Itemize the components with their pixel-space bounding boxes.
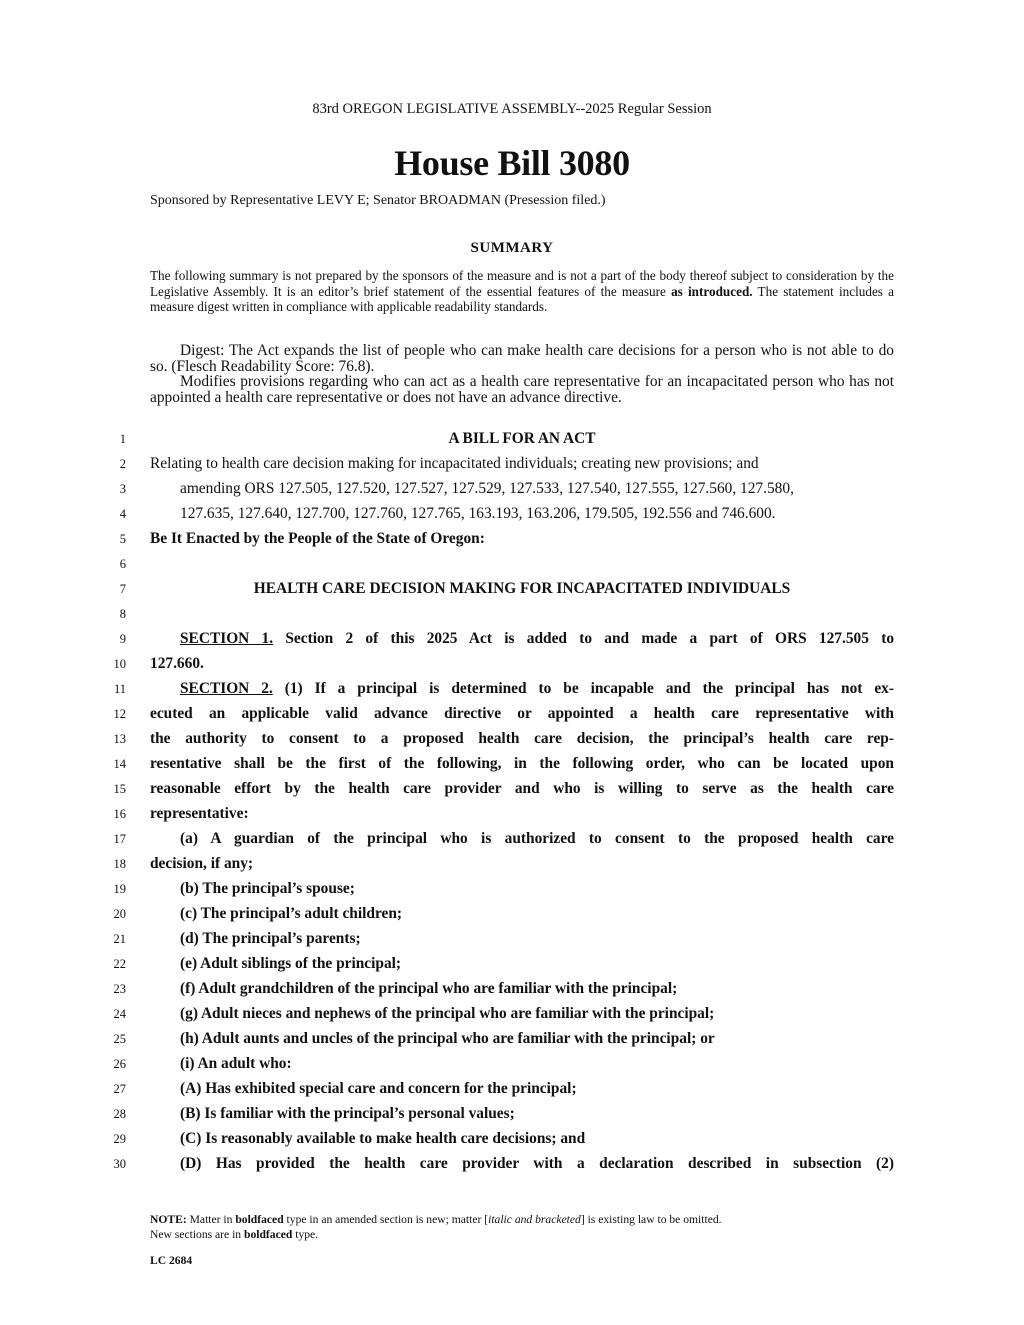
section-text: (D) Has provided the health care provider with a declaration described in subsection (2) xyxy=(180,1155,894,1172)
section-text: resentative shall be the first of the following, in the following order, who can be located upon xyxy=(150,755,894,772)
section-2: SECTION 2. (1) If a principal is determined to be incapable and the principal has not ex- xyxy=(180,680,895,697)
section-1: SECTION 1. Section 2 of this 2025 Act is added to and made a part of ORS 127.505 to xyxy=(180,630,895,647)
bill-line xyxy=(0,530,1024,555)
bill-line xyxy=(0,855,1024,880)
bill-line xyxy=(0,830,1024,855)
bill-line xyxy=(0,805,1024,830)
bill-title: House Bill 3080 xyxy=(394,143,630,183)
bill-line xyxy=(0,580,1024,605)
bill-line xyxy=(0,955,1024,980)
line-number: 25 xyxy=(113,1032,126,1046)
line-number: 13 xyxy=(113,732,126,746)
section-text: 127.660. xyxy=(150,655,204,672)
section-text: (d) The principal’s parents; xyxy=(180,930,361,947)
bill-line xyxy=(0,680,1024,705)
line-number: 10 xyxy=(113,657,126,671)
line-number: 22 xyxy=(113,957,126,971)
section-text: (e) Adult siblings of the principal; xyxy=(180,955,402,972)
summary-text: The following summary is not prepared by the sponsors of the measure and is not a part of the body thereof subject to consideration by the Legislative Assembly. It is an editor’s brief statement of the essential features of the measure as introduced. The statement includes a measure digest written in compliance with applicable readability standards. xyxy=(150,268,894,315)
line-number: 15 xyxy=(113,782,126,796)
line-number: 28 xyxy=(113,1107,126,1121)
section-text: (C) Is reasonably available to make health care decisions; and xyxy=(180,1130,586,1147)
section-text: ecuted an applicable valid advance directive or appointed a health care representative with xyxy=(150,705,894,722)
bill-line xyxy=(0,605,1024,630)
line-number: 16 xyxy=(113,807,126,821)
bill-line xyxy=(0,980,1024,1005)
bill-line xyxy=(0,1080,1024,1105)
line-number: 29 xyxy=(113,1132,126,1146)
line-number: 2 xyxy=(119,457,126,471)
line-number: 9 xyxy=(119,632,126,646)
line-number: 6 xyxy=(119,557,126,571)
bill-line xyxy=(0,1155,1024,1180)
section-text: (a) A guardian of the principal who is authorized to consent to the proposed health care xyxy=(180,830,894,847)
digest-paragraph: Modifies provisions regarding who can act as a health care representative for an incapacitated person who has not appointed a health care representative or does not have an advance directive. xyxy=(150,373,894,406)
bill-heading: A BILL FOR AN ACT xyxy=(448,430,596,447)
line-number: 4 xyxy=(119,507,126,521)
enacting-clause: Be It Enacted by the People of the State of Oregon: xyxy=(150,530,485,547)
section-text: (b) The principal’s spouse; xyxy=(180,880,355,897)
bill-line xyxy=(0,1005,1024,1030)
bill-line xyxy=(0,730,1024,755)
relating-clause: amending ORS 127.505, 127.520, 127.527, 127.529, 127.533, 127.540, 127.555, 127.560, 127.580, xyxy=(180,480,794,497)
bill-line xyxy=(0,755,1024,780)
bill-line xyxy=(0,880,1024,905)
bill-line xyxy=(0,1105,1024,1130)
bill-line xyxy=(0,455,1024,480)
section-label: SECTION 2. xyxy=(180,680,273,697)
bill-line xyxy=(0,930,1024,955)
relating-clause: 127.635, 127.640, 127.700, 127.760, 127.765, 163.193, 163.206, 179.505, 192.556 and 746.600. xyxy=(180,505,776,522)
section-text: representative: xyxy=(150,805,249,822)
line-number: 26 xyxy=(113,1057,126,1071)
bill-line xyxy=(0,705,1024,730)
section-text: reasonable effort by the health care provider and who is willing to serve as the health care xyxy=(150,780,894,797)
line-number: 14 xyxy=(113,757,126,771)
summary-heading: SUMMARY xyxy=(470,240,554,256)
section-label: SECTION 1. xyxy=(180,630,274,647)
bill-line xyxy=(0,505,1024,530)
bill-line xyxy=(0,630,1024,655)
digest xyxy=(150,343,894,405)
line-number: 18 xyxy=(113,857,126,871)
section-text: (A) Has exhibited special care and concern for the principal; xyxy=(180,1080,577,1097)
line-number: 5 xyxy=(119,532,126,546)
section-text: (f) Adult grandchildren of the principal who are familiar with the principal; xyxy=(180,980,678,997)
digest-paragraph: Digest: The Act expands the list of people who can make health care decisions for a person who is not able to do so. (Flesch Readability Score: 76.8). xyxy=(150,342,894,375)
relating-clause: Relating to health care decision making for incapacitated individuals; creating new provisions; and xyxy=(150,455,759,472)
line-number: 11 xyxy=(113,682,126,696)
line-number: 8 xyxy=(119,607,126,621)
line-number: 30 xyxy=(113,1157,126,1171)
line-number: 23 xyxy=(113,982,126,996)
line-number: 17 xyxy=(113,832,126,846)
lc-number: LC 2684 xyxy=(150,1254,193,1267)
bill-line xyxy=(0,1055,1024,1080)
bill-line xyxy=(0,780,1024,805)
line-number: 21 xyxy=(113,932,126,946)
line-number: 12 xyxy=(113,707,126,721)
bill-line xyxy=(0,1030,1024,1055)
footer-note: NOTE: Matter in boldfaced type in an amended section is new; matter [italic and bracketed] is existing law to be omitted. New sections are in boldfaced type. xyxy=(150,1213,722,1241)
section-text: (B) Is familiar with the principal’s personal values; xyxy=(180,1105,515,1122)
line-number: 7 xyxy=(119,582,126,596)
bill-line xyxy=(0,430,1024,455)
session-header: 83rd OREGON LEGISLATIVE ASSEMBLY--2025 Regular Session xyxy=(312,101,712,117)
bill-line xyxy=(0,480,1024,505)
bill-line xyxy=(0,905,1024,930)
section-text: decision, if any; xyxy=(150,855,254,872)
bill-line xyxy=(0,1130,1024,1155)
line-number: 27 xyxy=(113,1082,126,1096)
line-number: 19 xyxy=(113,882,126,896)
part-heading: HEALTH CARE DECISION MAKING FOR INCAPACITATED INDIVIDUALS xyxy=(253,580,791,597)
section-text: (i) An adult who: xyxy=(180,1055,292,1072)
section-text: (c) The principal’s adult children; xyxy=(180,905,403,922)
line-number: 1 xyxy=(119,432,126,446)
section-text: (h) Adult aunts and uncles of the principal who are familiar with the principal; or xyxy=(180,1030,715,1047)
bill-line xyxy=(0,655,1024,680)
line-number: 3 xyxy=(119,482,126,496)
line-number: 20 xyxy=(113,907,126,921)
section-text: (g) Adult nieces and nephews of the principal who are familiar with the principal; xyxy=(180,1005,715,1022)
sponsor-line: Sponsored by Representative LEVY E; Senator BROADMAN (Presession filed.) xyxy=(150,193,606,208)
section-text: the authority to consent to a proposed health care decision, the principal’s health care rep- xyxy=(150,730,894,747)
bill-line xyxy=(0,555,1024,580)
line-number: 24 xyxy=(113,1007,126,1021)
